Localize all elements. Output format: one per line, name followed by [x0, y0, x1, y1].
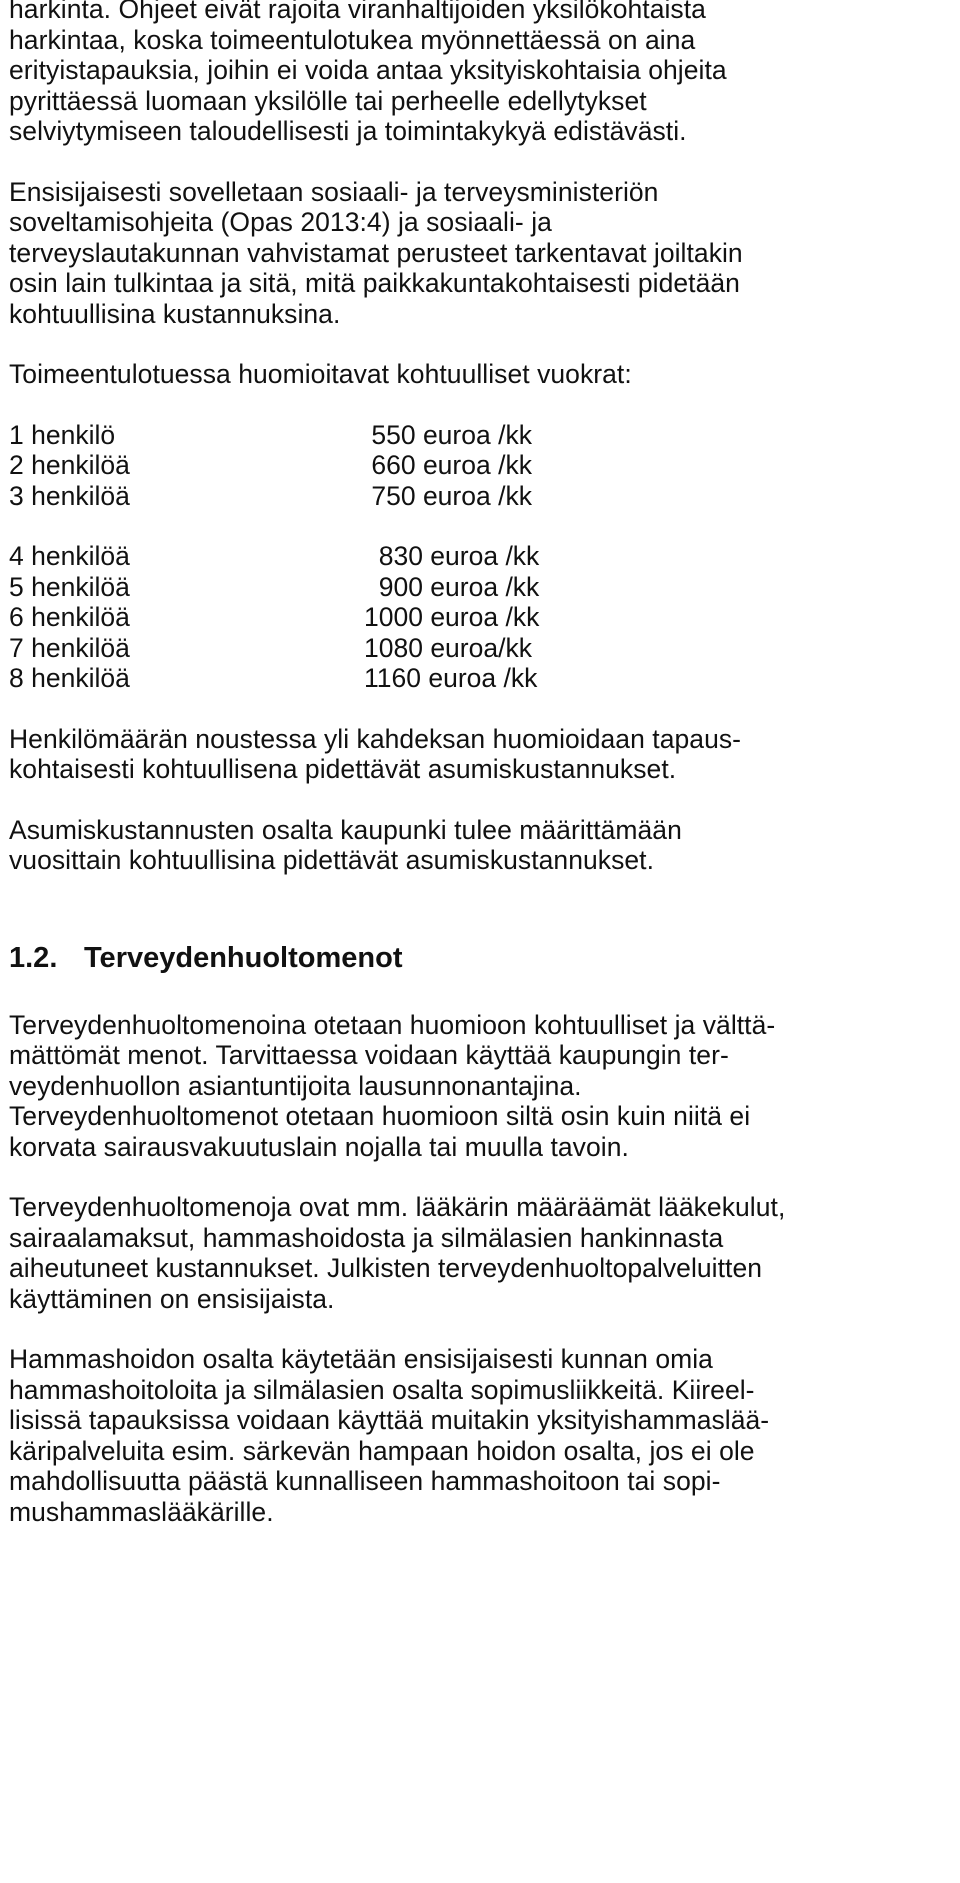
text-line: soveltamisohjeita (Opas 2013:4) ja sosiaali- ja: [9, 207, 552, 237]
text-line: aiheutuneet kustannukset. Julkisten terveydenhuoltopalveluitten: [9, 1253, 763, 1283]
text-line: Ensisijaisesti sovelletaan sosiaali- ja terveysministeriön: [9, 176, 659, 207]
household-size: 7 henkilöä: [9, 632, 130, 663]
text-line: sairaalamaksut, hammashoidosta ja silmälasien hankinnasta: [9, 1222, 724, 1253]
table-row: [9, 602, 539, 633]
text-line: Asumiskustannusten osalta kaupunki tulee määrittämään: [9, 814, 682, 845]
text-line: Hammashoidon osalta käytetään ensisijaisesti kunnan omia: [9, 1344, 713, 1374]
text-line: erityistapauksia, joihin ei voida antaa yksityiskohtaisia ohjeita: [9, 55, 727, 85]
yearly-costs-paragraph: [9, 815, 954, 876]
text-line: lisissä tapauksissa voidaan käyttää muitakin yksityishammaslää-: [9, 1405, 770, 1435]
text-line: pyrittäessä luomaan yksilölle tai perheelle edellytykset: [9, 85, 647, 116]
text-line: korvata sairausvakuutuslain nojalla tai muulla tavoin.: [9, 1131, 629, 1162]
rent-amount: 830 euroa /kk: [364, 541, 540, 571]
household-size: 1 henkilö: [9, 419, 116, 450]
rent-amount: 750 euroa /kk: [364, 480, 532, 511]
text-line: Terveydenhuoltomenot otetaan huomioon siltä osin kuin niitä ei: [9, 1101, 751, 1131]
text-line: vuosittain kohtuullisina pidettävät asumiskustannukset.: [9, 845, 654, 875]
rent-table: [9, 541, 539, 694]
table-row: [9, 633, 539, 664]
document-page: [9, 0, 954, 1527]
household-size: 6 henkilöä: [9, 602, 130, 632]
table-row: [9, 420, 532, 451]
rent-amount: 1160 euroa /kk: [364, 663, 538, 693]
rent-table: [9, 420, 532, 512]
intro-paragraph: [9, 0, 954, 147]
text-line: hammashoitoloita ja silmälasien osalta sopimusliikkeitä. Kiireel-: [9, 1374, 755, 1405]
section-heading: [9, 942, 954, 974]
health-examples-paragraph: [9, 1192, 954, 1314]
text-line: terveyslautakunnan vahvistamat perusteet tarkentavat joiltakin: [9, 237, 743, 268]
section-number: 1.2.: [9, 941, 58, 974]
rent-amount: 900 euroa /kk: [364, 571, 540, 602]
over-eight-paragraph: [9, 724, 954, 785]
table-row: [9, 481, 532, 512]
rent-amount: 1000 euroa /kk: [364, 602, 540, 632]
table-row: [9, 541, 539, 572]
household-size: 3 henkilöä: [9, 480, 130, 511]
rent-amount: 1080 euroa/kk: [364, 632, 532, 663]
section-title: Terveydenhuoltomenot: [84, 941, 403, 974]
text-line: Terveydenhuoltomenoja ovat mm. lääkärin määräämät lääkekulut,: [9, 1192, 786, 1222]
text-line: mahdollisuutta päästä kunnalliseen hammashoitoon tai sopi-: [9, 1466, 721, 1496]
table-row: [9, 572, 539, 603]
text-line: harkinta. Ohjeet eivät rajoita viranhaltijoiden yksilökohtaista: [9, 0, 706, 24]
text-line: mättömät menot. Tarvittaessa voidaan käyttää kaupungin ter-: [9, 1040, 729, 1070]
text-line: Terveydenhuoltomenoina otetaan huomioon kohtuulliset ja välttä-: [9, 1009, 776, 1040]
text-line: veydenhuollon asiantuntijoita lausunnonantajina.: [9, 1070, 582, 1101]
rent-amount: 550 euroa /kk: [364, 419, 532, 450]
household-size: 8 henkilöä: [9, 663, 130, 693]
primary-guidelines-paragraph: [9, 177, 954, 330]
household-size: 5 henkilöä: [9, 571, 130, 602]
household-size: 4 henkilöä: [9, 541, 130, 571]
table-row: [9, 450, 532, 481]
text-line: Henkilömäärän noustessa yli kahdeksan huomioidaan tapaus-: [9, 723, 742, 754]
table-row: [9, 663, 539, 694]
text-line: käyttäminen on ensisijaista.: [9, 1283, 335, 1314]
text-line: käripalveluita esim. särkevän hampaan hoidon osalta, jos ei ole: [9, 1435, 755, 1466]
text-line: mushammaslääkärille.: [9, 1496, 274, 1527]
dental-paragraph: [9, 1344, 954, 1527]
household-size: 2 henkilöä: [9, 450, 130, 480]
health-costs-paragraph: [9, 1010, 954, 1163]
rent-amount: 660 euroa /kk: [364, 450, 532, 480]
text-line: harkintaa, koska toimeentulotukea myönnettäessä on aina: [9, 24, 696, 55]
text-line: kohtaisesti kohtuullisena pidettävät asumiskustannukset.: [9, 754, 677, 784]
text-line: selviytymiseen taloudellisesti ja toimintakykyä edistävästi.: [9, 116, 687, 146]
text-line: osin lain tulkintaa ja sitä, mitä paikkakuntakohtaisesti pidetään: [9, 268, 740, 298]
text-line: kohtuullisina kustannuksina.: [9, 298, 341, 329]
rent-intro: Toimeentulotuessa huomioitavat kohtuulliset vuokrat:: [9, 359, 632, 389]
